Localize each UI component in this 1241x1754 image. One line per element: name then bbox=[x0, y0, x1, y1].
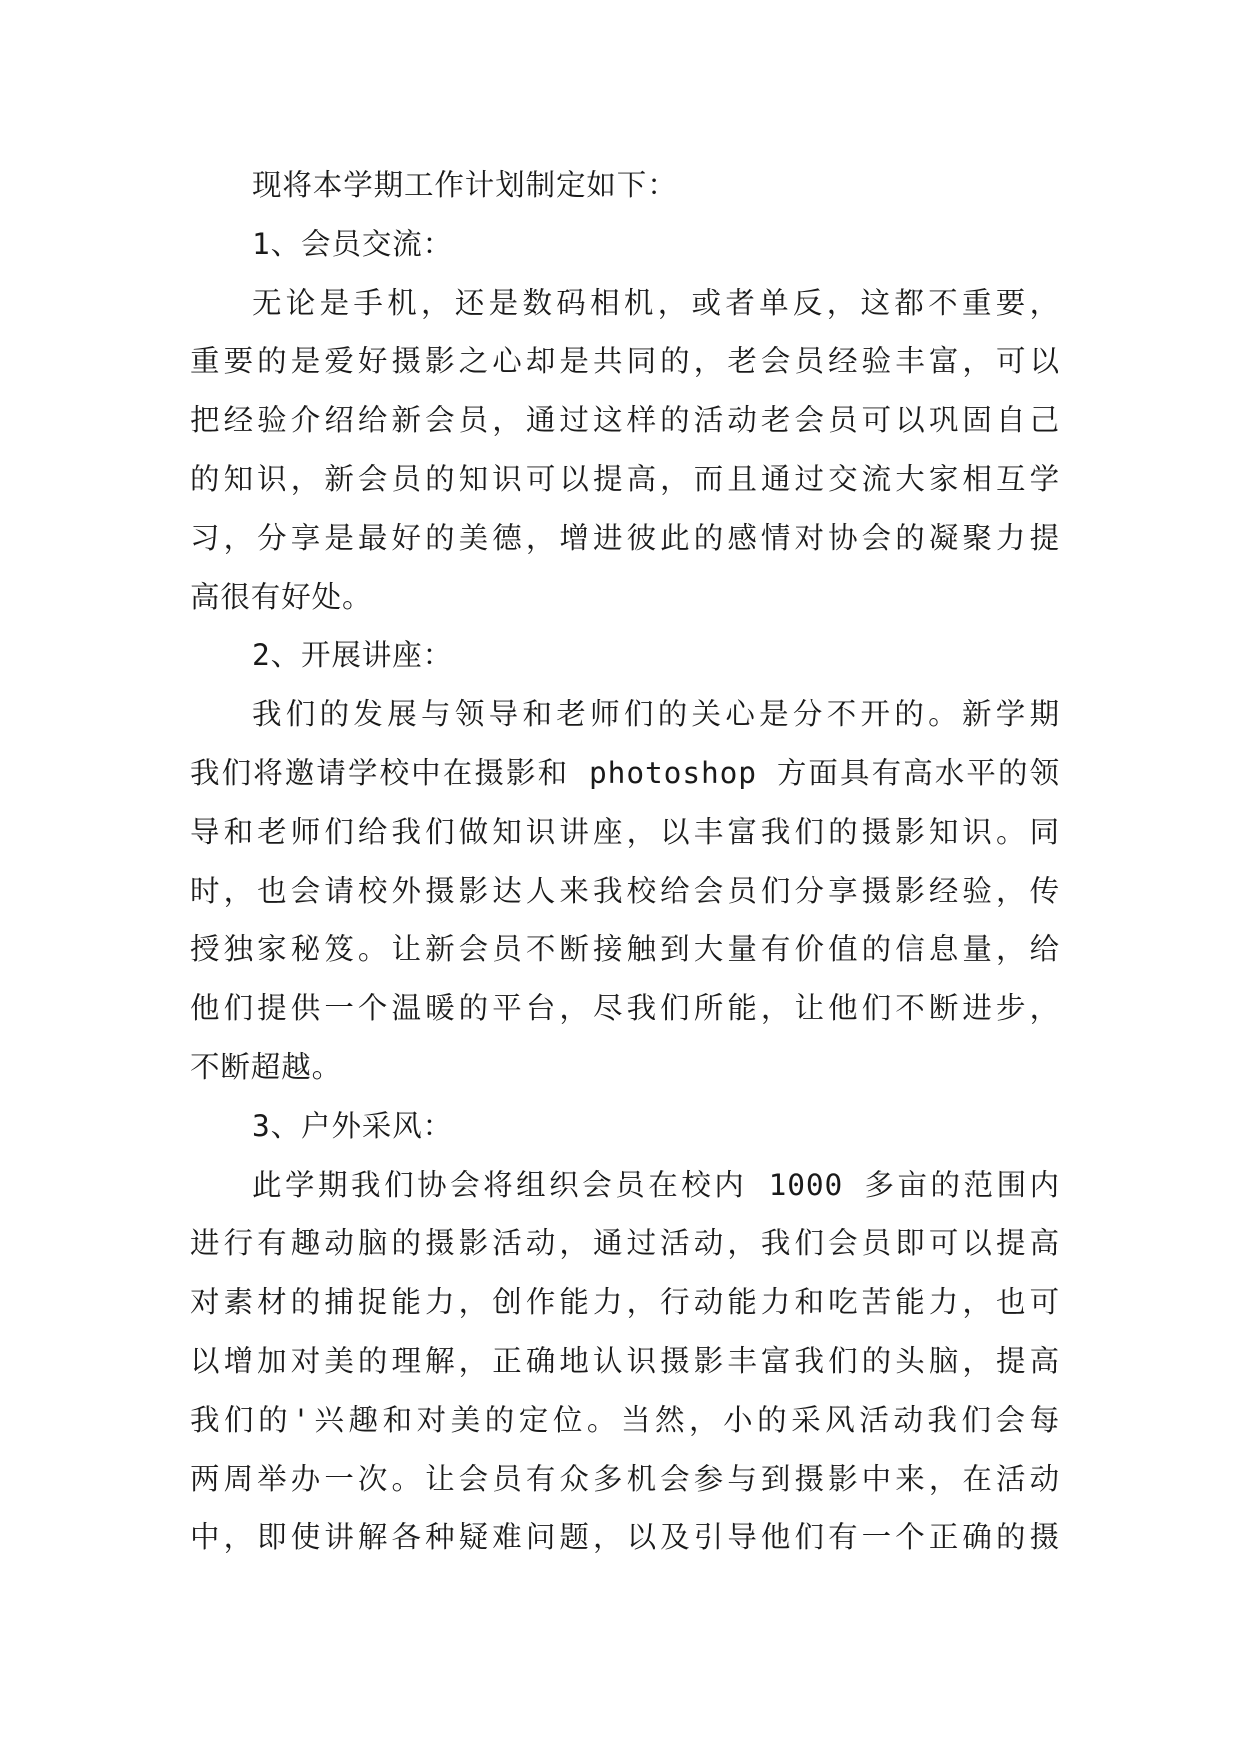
section-heading-1: 1、会员交流： bbox=[252, 226, 454, 261]
paragraph-line: 我们的'兴趣和对美的定位。当然，小的采风活动我们会每 bbox=[190, 1402, 1060, 1437]
paragraph-line: 习，分享是最好的美德，增进彼此的感情对协会的凝聚力提 bbox=[190, 520, 1060, 555]
paragraph-line: 此学期我们协会将组织会员在校内 1000 多亩的范围内 bbox=[252, 1167, 1060, 1202]
paragraph-line: 以增加对美的理解，正确地认识摄影丰富我们的头脑，提高 bbox=[190, 1343, 1060, 1378]
section-heading-3: 3、户外采风： bbox=[252, 1108, 454, 1143]
paragraph-line: 授独家秘笈。让新会员不断接触到大量有价值的信息量，给 bbox=[190, 932, 1060, 967]
paragraph-line: 我们将邀请学校中在摄影和 photoshop 方面具有高水平的领 bbox=[190, 755, 1060, 790]
paragraph-line: 把经验介绍给新会员，通过这样的活动老会员可以巩固自己 bbox=[190, 403, 1060, 438]
paragraph-line: 重要的是爱好摄影之心却是共同的，老会员经验丰富，可以 bbox=[190, 344, 1060, 379]
paragraph-line: 导和老师们给我们做知识讲座，以丰富我们的摄影知识。同 bbox=[190, 814, 1060, 849]
paragraph-line: 中，即使讲解各种疑难问题，以及引导他们有一个正确的摄 bbox=[190, 1520, 1060, 1555]
paragraph-line: 两周举办一次。让会员有众多机会参与到摄影中来，在活动 bbox=[190, 1461, 1060, 1496]
paragraph-line: 进行有趣动脑的摄影活动，通过活动，我们会员即可以提高 bbox=[190, 1226, 1060, 1261]
paragraph-line: 我们的发展与领导和老师们的关心是分不开的。新学期 bbox=[252, 697, 1060, 732]
paragraph-line: 他们提供一个温暖的平台，尽我们所能，让他们不断进步， bbox=[190, 991, 1060, 1026]
document-body bbox=[190, 156, 1060, 1567]
section-heading-2: 2、开展讲座： bbox=[252, 638, 454, 673]
intro-line: 现将本学期工作计划制定如下： bbox=[252, 168, 678, 202]
paragraph-line: 对素材的捕捉能力，创作能力，行动能力和吃苦能力，也可 bbox=[190, 1285, 1060, 1320]
paragraph-line: 高很有好处。 bbox=[190, 579, 373, 614]
paragraph-line: 的知识，新会员的知识可以提高，而且通过交流大家相互学 bbox=[190, 461, 1060, 496]
paragraph-line: 不断超越。 bbox=[190, 1049, 343, 1084]
paragraph-line: 时，也会请校外摄影达人来我校给会员们分享摄影经验，传 bbox=[190, 873, 1060, 908]
paragraph-line: 无论是手机，还是数码相机，或者单反，这都不重要， bbox=[252, 285, 1060, 320]
